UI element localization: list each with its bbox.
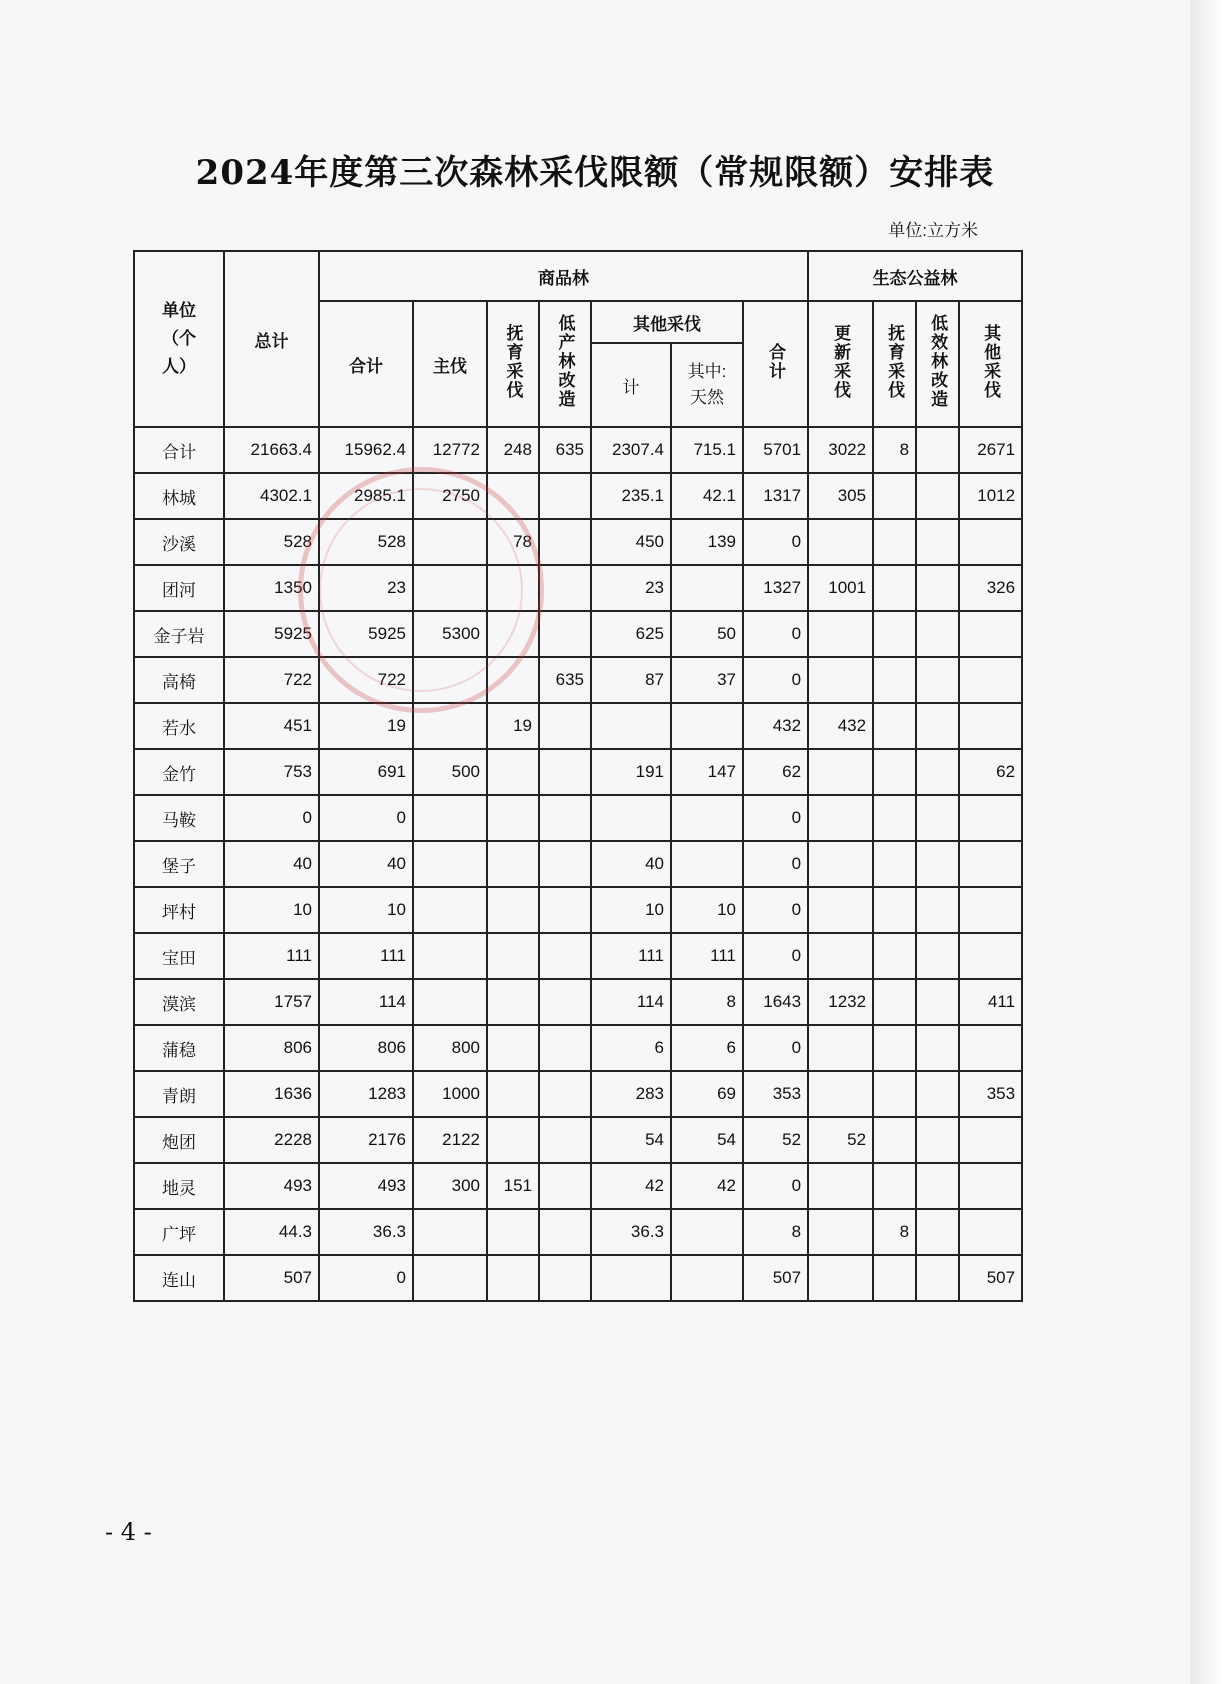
value-cell-e-ren xyxy=(808,1071,873,1117)
value-cell-total: 507 xyxy=(224,1255,319,1301)
value-cell-c-low: 635 xyxy=(539,657,591,703)
value-cell-e-total: 1643 xyxy=(743,979,808,1025)
value-cell-c-low xyxy=(539,1071,591,1117)
row-name-cell: 蒲稳 xyxy=(134,1025,224,1071)
value-cell-total: 722 xyxy=(224,657,319,703)
value-cell-c-low xyxy=(539,1163,591,1209)
table-row xyxy=(134,749,1022,795)
value-cell-c-total: 10 xyxy=(319,887,413,933)
value-cell-c-low xyxy=(539,703,591,749)
value-cell-c-oth: 42 xyxy=(591,1163,671,1209)
value-cell-e-ren: 432 xyxy=(808,703,873,749)
value-cell-e-total: 0 xyxy=(743,841,808,887)
value-cell-e-low xyxy=(916,979,959,1025)
value-cell-e-ren xyxy=(808,1255,873,1301)
value-cell-e-low xyxy=(916,565,959,611)
value-cell-e-low xyxy=(916,1117,959,1163)
value-cell-c-main: 5300 xyxy=(413,611,487,657)
value-cell-e-oth: 326 xyxy=(959,565,1022,611)
value-cell-c-tend xyxy=(487,1025,539,1071)
value-cell-e-total: 0 xyxy=(743,795,808,841)
value-cell-total: 493 xyxy=(224,1163,319,1209)
value-cell-e-oth: 62 xyxy=(959,749,1022,795)
value-cell-e-oth: 411 xyxy=(959,979,1022,1025)
value-cell-e-tend xyxy=(873,979,916,1025)
value-cell-total: 10 xyxy=(224,887,319,933)
value-cell-total: 1757 xyxy=(224,979,319,1025)
value-cell-total: 44.3 xyxy=(224,1209,319,1255)
value-cell-e-ren: 3022 xyxy=(808,427,873,473)
value-cell-c-low xyxy=(539,749,591,795)
header-commercial-tending: 抚育采伐 xyxy=(487,301,539,427)
value-cell-e-ren xyxy=(808,657,873,703)
value-cell-c-tend xyxy=(487,933,539,979)
value-cell-c-oth: 114 xyxy=(591,979,671,1025)
header-eco-renewal: 更新采伐 xyxy=(808,301,873,427)
table-row xyxy=(134,887,1022,933)
value-cell-c-total: 15962.4 xyxy=(319,427,413,473)
value-cell-e-total: 507 xyxy=(743,1255,808,1301)
value-cell-c-oth: 40 xyxy=(591,841,671,887)
value-cell-c-tend xyxy=(487,611,539,657)
value-cell-e-total: 52 xyxy=(743,1117,808,1163)
quota-table xyxy=(133,250,1023,1302)
value-cell-c-nat xyxy=(671,841,743,887)
value-cell-e-oth xyxy=(959,1025,1022,1071)
value-cell-c-oth: 625 xyxy=(591,611,671,657)
value-cell-c-low xyxy=(539,841,591,887)
value-cell-c-oth: 283 xyxy=(591,1071,671,1117)
value-cell-c-total: 36.3 xyxy=(319,1209,413,1255)
value-cell-c-tend xyxy=(487,1209,539,1255)
value-cell-e-total: 1327 xyxy=(743,565,808,611)
value-cell-e-oth xyxy=(959,841,1022,887)
table-row xyxy=(134,657,1022,703)
value-cell-e-tend xyxy=(873,1071,916,1117)
value-cell-c-oth: 450 xyxy=(591,519,671,565)
value-cell-e-ren xyxy=(808,519,873,565)
value-cell-e-total: 8 xyxy=(743,1209,808,1255)
value-cell-e-tend xyxy=(873,611,916,657)
row-name-cell: 宝田 xyxy=(134,933,224,979)
value-cell-total: 1636 xyxy=(224,1071,319,1117)
value-cell-total: 528 xyxy=(224,519,319,565)
value-cell-c-tend xyxy=(487,795,539,841)
value-cell-e-total: 0 xyxy=(743,519,808,565)
header-commercial-main: 主伐 xyxy=(413,301,487,427)
header-commercial-other-total: 计 xyxy=(591,343,671,427)
value-cell-e-tend xyxy=(873,795,916,841)
value-cell-c-total: 493 xyxy=(319,1163,413,1209)
value-cell-e-oth: 507 xyxy=(959,1255,1022,1301)
value-cell-c-nat: 139 xyxy=(671,519,743,565)
value-cell-total: 4302.1 xyxy=(224,473,319,519)
table-row xyxy=(134,1163,1022,1209)
value-cell-e-tend xyxy=(873,519,916,565)
value-cell-c-low xyxy=(539,933,591,979)
value-cell-e-total: 5701 xyxy=(743,427,808,473)
value-cell-total: 753 xyxy=(224,749,319,795)
value-cell-c-total: 2176 xyxy=(319,1117,413,1163)
value-cell-total: 111 xyxy=(224,933,319,979)
value-cell-c-nat xyxy=(671,1255,743,1301)
value-cell-e-tend xyxy=(873,1255,916,1301)
value-cell-c-oth: 111 xyxy=(591,933,671,979)
value-cell-total: 2228 xyxy=(224,1117,319,1163)
value-cell-c-oth: 10 xyxy=(591,887,671,933)
table-row xyxy=(134,519,1022,565)
table-row xyxy=(134,565,1022,611)
value-cell-c-total: 40 xyxy=(319,841,413,887)
value-cell-c-oth: 6 xyxy=(591,1025,671,1071)
value-cell-c-nat: 54 xyxy=(671,1117,743,1163)
row-name-cell: 连山 xyxy=(134,1255,224,1301)
value-cell-e-total: 0 xyxy=(743,933,808,979)
value-cell-e-total: 432 xyxy=(743,703,808,749)
value-cell-e-low xyxy=(916,841,959,887)
value-cell-c-total: 111 xyxy=(319,933,413,979)
value-cell-c-nat: 8 xyxy=(671,979,743,1025)
header-ecological: 生态公益林 xyxy=(808,251,1022,301)
page-number: - 4 - xyxy=(105,1518,152,1546)
value-cell-c-nat: 10 xyxy=(671,887,743,933)
value-cell-total: 5925 xyxy=(224,611,319,657)
value-cell-c-oth: 191 xyxy=(591,749,671,795)
value-cell-c-nat xyxy=(671,795,743,841)
value-cell-e-ren xyxy=(808,795,873,841)
table-row xyxy=(134,933,1022,979)
value-cell-c-total: 2985.1 xyxy=(319,473,413,519)
value-cell-e-total: 0 xyxy=(743,1025,808,1071)
value-cell-c-tend xyxy=(487,565,539,611)
row-name-cell: 青朗 xyxy=(134,1071,224,1117)
row-name-cell: 堡子 xyxy=(134,841,224,887)
unit-label: 单位:立方米 xyxy=(888,221,978,240)
value-cell-e-oth xyxy=(959,1209,1022,1255)
value-cell-e-oth xyxy=(959,1117,1022,1163)
value-cell-e-total: 1317 xyxy=(743,473,808,519)
value-cell-c-tend xyxy=(487,979,539,1025)
value-cell-e-ren xyxy=(808,1163,873,1209)
value-cell-c-tend xyxy=(487,657,539,703)
value-cell-c-tend: 151 xyxy=(487,1163,539,1209)
value-cell-c-low: 635 xyxy=(539,427,591,473)
value-cell-e-low xyxy=(916,795,959,841)
value-cell-c-total: 114 xyxy=(319,979,413,1025)
value-cell-c-low xyxy=(539,795,591,841)
value-cell-e-low xyxy=(916,1025,959,1071)
row-name-cell: 金子岩 xyxy=(134,611,224,657)
value-cell-e-low xyxy=(916,933,959,979)
value-cell-c-main xyxy=(413,657,487,703)
value-cell-c-nat: 715.1 xyxy=(671,427,743,473)
table-row xyxy=(134,1209,1022,1255)
value-cell-total: 806 xyxy=(224,1025,319,1071)
value-cell-e-low xyxy=(916,657,959,703)
value-cell-c-nat: 69 xyxy=(671,1071,743,1117)
value-cell-c-main xyxy=(413,1255,487,1301)
table-row xyxy=(134,1117,1022,1163)
table-row xyxy=(134,427,1022,473)
value-cell-e-ren: 305 xyxy=(808,473,873,519)
value-cell-c-oth xyxy=(591,1255,671,1301)
value-cell-e-low xyxy=(916,703,959,749)
row-name-cell: 金竹 xyxy=(134,749,224,795)
table-row xyxy=(134,1025,1022,1071)
row-name-cell: 炮团 xyxy=(134,1117,224,1163)
value-cell-c-oth: 54 xyxy=(591,1117,671,1163)
value-cell-c-main: 1000 xyxy=(413,1071,487,1117)
header-commercial: 商品林 xyxy=(319,251,808,301)
value-cell-c-oth xyxy=(591,703,671,749)
value-cell-e-oth xyxy=(959,657,1022,703)
value-cell-e-low xyxy=(916,887,959,933)
value-cell-c-low xyxy=(539,1209,591,1255)
value-cell-c-oth: 87 xyxy=(591,657,671,703)
value-cell-c-main: 800 xyxy=(413,1025,487,1071)
value-cell-c-oth: 235.1 xyxy=(591,473,671,519)
value-cell-c-tend xyxy=(487,841,539,887)
value-cell-c-nat: 147 xyxy=(671,749,743,795)
value-cell-c-main xyxy=(413,1209,487,1255)
header-eco-other: 其他采伐 xyxy=(959,301,1022,427)
value-cell-c-total: 722 xyxy=(319,657,413,703)
value-cell-e-oth xyxy=(959,887,1022,933)
value-cell-e-ren: 52 xyxy=(808,1117,873,1163)
value-cell-e-total: 0 xyxy=(743,657,808,703)
value-cell-e-ren xyxy=(808,933,873,979)
value-cell-c-main xyxy=(413,979,487,1025)
value-cell-c-nat: 42 xyxy=(671,1163,743,1209)
value-cell-total: 40 xyxy=(224,841,319,887)
value-cell-c-oth: 2307.4 xyxy=(591,427,671,473)
table-row xyxy=(134,703,1022,749)
value-cell-e-low xyxy=(916,1163,959,1209)
value-cell-c-nat xyxy=(671,703,743,749)
value-cell-e-oth: 353 xyxy=(959,1071,1022,1117)
value-cell-e-ren: 1232 xyxy=(808,979,873,1025)
row-name-cell: 高椅 xyxy=(134,657,224,703)
header-commercial-total: 合计 xyxy=(319,301,413,427)
scan-edge xyxy=(1190,0,1224,1684)
value-cell-c-tend: 248 xyxy=(487,427,539,473)
value-cell-e-ren xyxy=(808,749,873,795)
value-cell-e-tend xyxy=(873,933,916,979)
value-cell-c-low xyxy=(539,979,591,1025)
value-cell-total: 1350 xyxy=(224,565,319,611)
value-cell-c-main xyxy=(413,887,487,933)
header-eco-loweff: 低效林改造 xyxy=(916,301,959,427)
value-cell-c-total: 1283 xyxy=(319,1071,413,1117)
value-cell-c-low xyxy=(539,1117,591,1163)
value-cell-e-tend xyxy=(873,473,916,519)
value-cell-c-oth: 36.3 xyxy=(591,1209,671,1255)
value-cell-c-main xyxy=(413,933,487,979)
value-cell-e-oth: 2671 xyxy=(959,427,1022,473)
value-cell-e-ren xyxy=(808,1025,873,1071)
value-cell-e-low xyxy=(916,611,959,657)
value-cell-c-main xyxy=(413,703,487,749)
value-cell-c-main: 2750 xyxy=(413,473,487,519)
value-cell-total: 21663.4 xyxy=(224,427,319,473)
value-cell-c-low xyxy=(539,1255,591,1301)
row-name-cell: 坪村 xyxy=(134,887,224,933)
value-cell-e-oth: 1012 xyxy=(959,473,1022,519)
header-total: 总计 xyxy=(224,251,319,427)
value-cell-e-total: 62 xyxy=(743,749,808,795)
row-name-cell: 合计 xyxy=(134,427,224,473)
value-cell-c-low xyxy=(539,887,591,933)
table-row xyxy=(134,979,1022,1025)
value-cell-e-ren xyxy=(808,887,873,933)
value-cell-c-oth: 23 xyxy=(591,565,671,611)
value-cell-e-tend: 8 xyxy=(873,427,916,473)
header-commercial-lowyield: 低产林改造 xyxy=(539,301,591,427)
table-row xyxy=(134,795,1022,841)
page-title: 2024年度第三次森林采伐限额（常规限额）安排表 xyxy=(195,153,995,193)
value-cell-c-main: 2122 xyxy=(413,1117,487,1163)
value-cell-c-low xyxy=(539,473,591,519)
value-cell-e-total: 0 xyxy=(743,1163,808,1209)
value-cell-c-total: 806 xyxy=(319,1025,413,1071)
value-cell-e-oth xyxy=(959,1163,1022,1209)
value-cell-e-oth xyxy=(959,611,1022,657)
value-cell-c-nat: 37 xyxy=(671,657,743,703)
value-cell-e-total: 0 xyxy=(743,611,808,657)
value-cell-e-total: 0 xyxy=(743,887,808,933)
value-cell-total: 451 xyxy=(224,703,319,749)
value-cell-c-tend xyxy=(487,1071,539,1117)
value-cell-e-ren xyxy=(808,841,873,887)
value-cell-e-tend xyxy=(873,841,916,887)
value-cell-e-total: 353 xyxy=(743,1071,808,1117)
header-commercial-other: 其他采伐 xyxy=(591,301,743,343)
value-cell-e-ren xyxy=(808,1209,873,1255)
value-cell-e-oth xyxy=(959,519,1022,565)
value-cell-c-oth xyxy=(591,795,671,841)
value-cell-c-total: 5925 xyxy=(319,611,413,657)
value-cell-e-tend xyxy=(873,657,916,703)
table-row xyxy=(134,611,1022,657)
value-cell-c-tend xyxy=(487,1255,539,1301)
value-cell-c-low xyxy=(539,519,591,565)
value-cell-c-total: 528 xyxy=(319,519,413,565)
value-cell-c-nat xyxy=(671,565,743,611)
value-cell-c-nat: 6 xyxy=(671,1025,743,1071)
value-cell-e-oth xyxy=(959,703,1022,749)
value-cell-e-tend xyxy=(873,1025,916,1071)
value-cell-e-tend xyxy=(873,887,916,933)
value-cell-c-nat: 42.1 xyxy=(671,473,743,519)
value-cell-c-main: 300 xyxy=(413,1163,487,1209)
row-name-cell: 团河 xyxy=(134,565,224,611)
value-cell-e-tend xyxy=(873,749,916,795)
value-cell-c-tend xyxy=(487,473,539,519)
value-cell-total: 0 xyxy=(224,795,319,841)
table-row xyxy=(134,473,1022,519)
value-cell-c-total: 0 xyxy=(319,1255,413,1301)
value-cell-c-tend xyxy=(487,887,539,933)
value-cell-c-low xyxy=(539,1025,591,1071)
value-cell-c-main xyxy=(413,795,487,841)
value-cell-e-low xyxy=(916,427,959,473)
value-cell-c-total: 0 xyxy=(319,795,413,841)
value-cell-c-low xyxy=(539,565,591,611)
value-cell-e-ren: 1001 xyxy=(808,565,873,611)
header-commercial-other-natural: 其中:天然 xyxy=(671,343,743,427)
value-cell-e-ren xyxy=(808,611,873,657)
value-cell-e-oth xyxy=(959,795,1022,841)
value-cell-c-tend xyxy=(487,749,539,795)
header-eco-tending: 抚育采伐 xyxy=(873,301,916,427)
value-cell-c-tend xyxy=(487,1117,539,1163)
value-cell-e-low xyxy=(916,519,959,565)
value-cell-c-total: 19 xyxy=(319,703,413,749)
row-name-cell: 马鞍 xyxy=(134,795,224,841)
value-cell-c-total: 23 xyxy=(319,565,413,611)
table-body xyxy=(134,427,1022,1301)
table-row xyxy=(134,1255,1022,1301)
value-cell-e-low xyxy=(916,1255,959,1301)
header-eco-total: 合计 xyxy=(743,301,808,427)
value-cell-c-tend: 78 xyxy=(487,519,539,565)
value-cell-e-tend xyxy=(873,565,916,611)
value-cell-e-low xyxy=(916,1071,959,1117)
value-cell-c-main xyxy=(413,565,487,611)
row-name-cell: 林城 xyxy=(134,473,224,519)
value-cell-e-tend xyxy=(873,703,916,749)
value-cell-c-main: 500 xyxy=(413,749,487,795)
value-cell-c-main: 12772 xyxy=(413,427,487,473)
value-cell-c-main xyxy=(413,841,487,887)
value-cell-e-tend xyxy=(873,1163,916,1209)
value-cell-c-nat: 50 xyxy=(671,611,743,657)
row-name-cell: 广坪 xyxy=(134,1209,224,1255)
value-cell-e-low xyxy=(916,749,959,795)
value-cell-e-low xyxy=(916,1209,959,1255)
table-row xyxy=(134,841,1022,887)
row-name-cell: 漠滨 xyxy=(134,979,224,1025)
table-row xyxy=(134,1071,1022,1117)
value-cell-e-tend: 8 xyxy=(873,1209,916,1255)
value-cell-c-main xyxy=(413,519,487,565)
row-name-cell: 地灵 xyxy=(134,1163,224,1209)
value-cell-c-nat xyxy=(671,1209,743,1255)
value-cell-c-tend: 19 xyxy=(487,703,539,749)
value-cell-c-total: 691 xyxy=(319,749,413,795)
value-cell-e-tend xyxy=(873,1117,916,1163)
value-cell-c-low xyxy=(539,611,591,657)
value-cell-c-nat: 111 xyxy=(671,933,743,979)
value-cell-e-low xyxy=(916,473,959,519)
row-name-cell: 若水 xyxy=(134,703,224,749)
header-unit: 单位（个人） xyxy=(134,251,224,427)
row-name-cell: 沙溪 xyxy=(134,519,224,565)
value-cell-e-oth xyxy=(959,933,1022,979)
